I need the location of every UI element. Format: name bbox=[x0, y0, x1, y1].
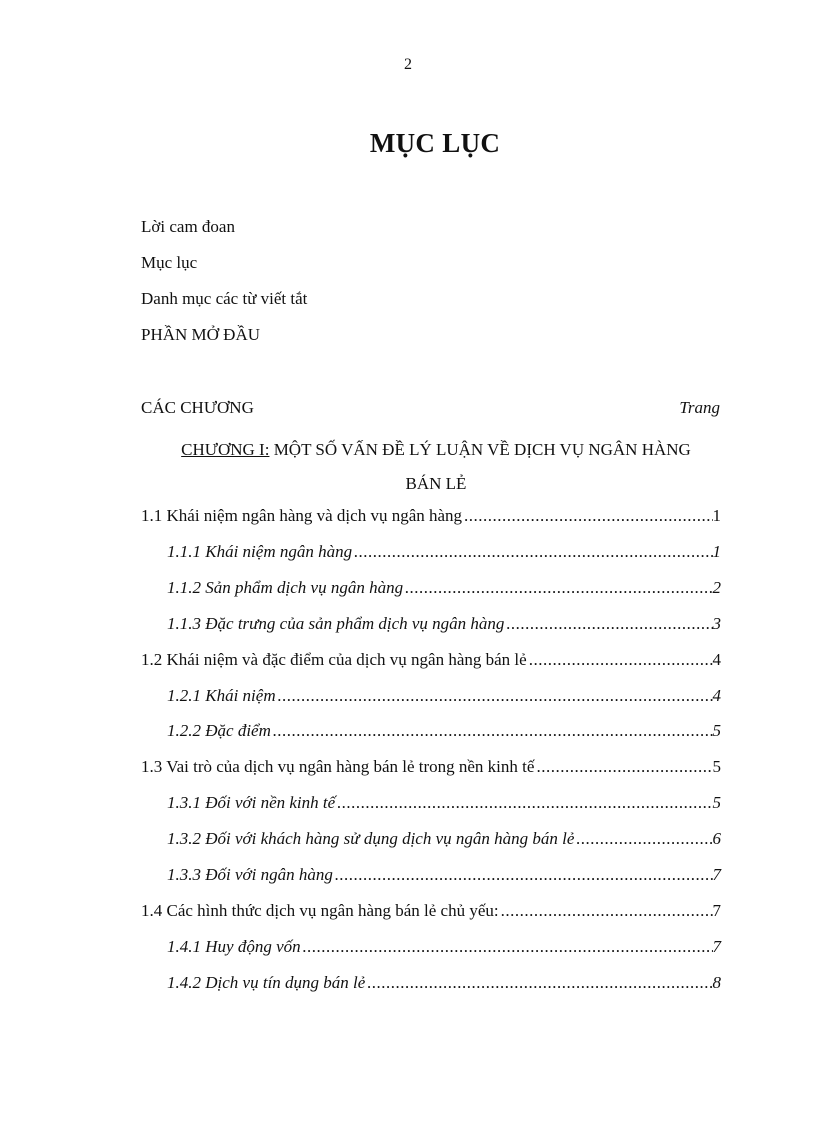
toc-leader-dots bbox=[335, 793, 712, 813]
toc-entry-title: 1.4 Các hình thức dịch vụ ngân hàng bán lẻ chủ yếu: bbox=[141, 901, 499, 920]
toc-header bbox=[141, 398, 720, 418]
toc-leader-dots bbox=[499, 901, 713, 921]
page-title: MỤC LỤC bbox=[369, 128, 501, 158]
toc-entry-page: 8 bbox=[712, 973, 721, 992]
toc-entry-title: 1.4.1 Huy động vốn bbox=[167, 937, 301, 956]
toc-entry-title: 1.3 Vai trò của dịch vụ ngân hàng bán lẻ trong nền kinh tế bbox=[141, 757, 535, 776]
toc-leader-dots bbox=[534, 757, 712, 777]
toc-entry-title: 1.3.3 Đối với ngân hàng bbox=[167, 865, 333, 884]
front-matter-item-contents: Mục lục bbox=[141, 253, 198, 272]
toc-leader-dots bbox=[403, 578, 712, 598]
toc-entry-page: 7 bbox=[712, 865, 721, 884]
toc-entry[interactable] bbox=[167, 721, 721, 743]
toc-entry[interactable] bbox=[167, 793, 721, 815]
toc-leader-dots bbox=[276, 686, 713, 706]
front-matter-item-declaration: Lời cam đoan bbox=[141, 217, 235, 236]
toc-entry[interactable] bbox=[141, 506, 721, 528]
toc-entry-page: 1 bbox=[712, 506, 721, 525]
toc-entry-page: 5 bbox=[712, 793, 721, 812]
toc-entry[interactable] bbox=[167, 829, 721, 851]
toc-leader-dots bbox=[574, 829, 712, 849]
toc-entry-title: 1.2.1 Khái niệm bbox=[167, 686, 276, 705]
toc-entry[interactable] bbox=[167, 578, 721, 600]
toc-entry[interactable] bbox=[167, 542, 721, 564]
toc-entry-page: 5 bbox=[712, 721, 721, 740]
toc-entry-page: 2 bbox=[712, 578, 721, 597]
toc-entry[interactable] bbox=[141, 901, 721, 923]
toc-entry-page: 7 bbox=[712, 901, 721, 920]
toc-leader-dots bbox=[333, 865, 713, 885]
toc-entry[interactable] bbox=[167, 614, 721, 636]
chapter-title-text: MỘT SỐ VẤN ĐỀ LÝ LUẬN VỀ DỊCH VỤ NGÂN HÀNG bbox=[269, 440, 691, 459]
chapter-heading bbox=[141, 433, 731, 501]
chapter-title-line1 bbox=[141, 433, 731, 467]
toc-leader-dots bbox=[527, 650, 713, 670]
toc-entry-title: 1.4.2 Dịch vụ tín dụng bán lẻ bbox=[167, 973, 366, 992]
front-matter-list bbox=[141, 217, 307, 361]
toc-entry[interactable] bbox=[167, 937, 721, 959]
toc-entry-title: 1.3.2 Đối với khách hàng sử dụng dịch vụ ngân hàng bán lẻ bbox=[167, 829, 575, 848]
front-matter-item-abbreviations: Danh mục các từ viết tắt bbox=[141, 289, 308, 308]
toc-entry[interactable] bbox=[141, 650, 721, 672]
toc-entry-page: 4 bbox=[712, 650, 721, 669]
toc-entry-page: 4 bbox=[712, 686, 721, 705]
toc-entry[interactable] bbox=[167, 973, 721, 995]
toc-entry-title: 1.1.1 Khái niệm ngân hàng bbox=[167, 542, 353, 561]
toc-entry-title: 1.1 Khái niệm ngân hàng và dịch vụ ngân hàng bbox=[141, 506, 463, 525]
chapter-label: CHƯƠNG I: bbox=[181, 440, 270, 459]
toc-entry-page: 1 bbox=[712, 542, 721, 561]
toc-entry[interactable] bbox=[167, 865, 721, 887]
toc-entry-title: 1.2.2 Đặc điểm bbox=[167, 721, 271, 740]
toc-leader-dots bbox=[271, 721, 713, 741]
chapter-title-line2: BÁN LẺ bbox=[405, 474, 467, 493]
page-number: 2 bbox=[404, 56, 412, 73]
toc-leader-dots bbox=[352, 542, 712, 562]
toc-entry-page: 3 bbox=[712, 614, 721, 633]
toc-entry-page: 6 bbox=[712, 829, 721, 848]
toc-leader-dots bbox=[365, 973, 712, 993]
toc-leader-dots bbox=[301, 937, 713, 957]
toc-entry-title: 1.2 Khái niệm và đặc điểm của dịch vụ ngân hàng bán lẻ bbox=[141, 650, 527, 669]
toc-leader-dots bbox=[504, 614, 712, 634]
front-matter-item-introduction: PHẦN MỞ ĐẦU bbox=[141, 325, 261, 344]
toc-entry-title: 1.3.1 Đối với nền kinh tế bbox=[167, 793, 336, 812]
toc-entry-title: 1.1.3 Đặc trưng của sản phẩm dịch vụ ngân hàng bbox=[167, 614, 505, 633]
toc-entry-page: 5 bbox=[712, 757, 721, 776]
toc-entry-title: 1.1.2 Sản phẩm dịch vụ ngân hàng bbox=[167, 578, 404, 597]
toc-entry[interactable] bbox=[141, 757, 721, 779]
toc-leader-dots bbox=[462, 506, 712, 526]
toc-entry[interactable] bbox=[167, 686, 721, 708]
toc-header-chapters: CÁC CHƯƠNG bbox=[141, 398, 254, 417]
toc-entry-page: 7 bbox=[712, 937, 721, 956]
toc-header-page: Trang bbox=[679, 398, 720, 417]
